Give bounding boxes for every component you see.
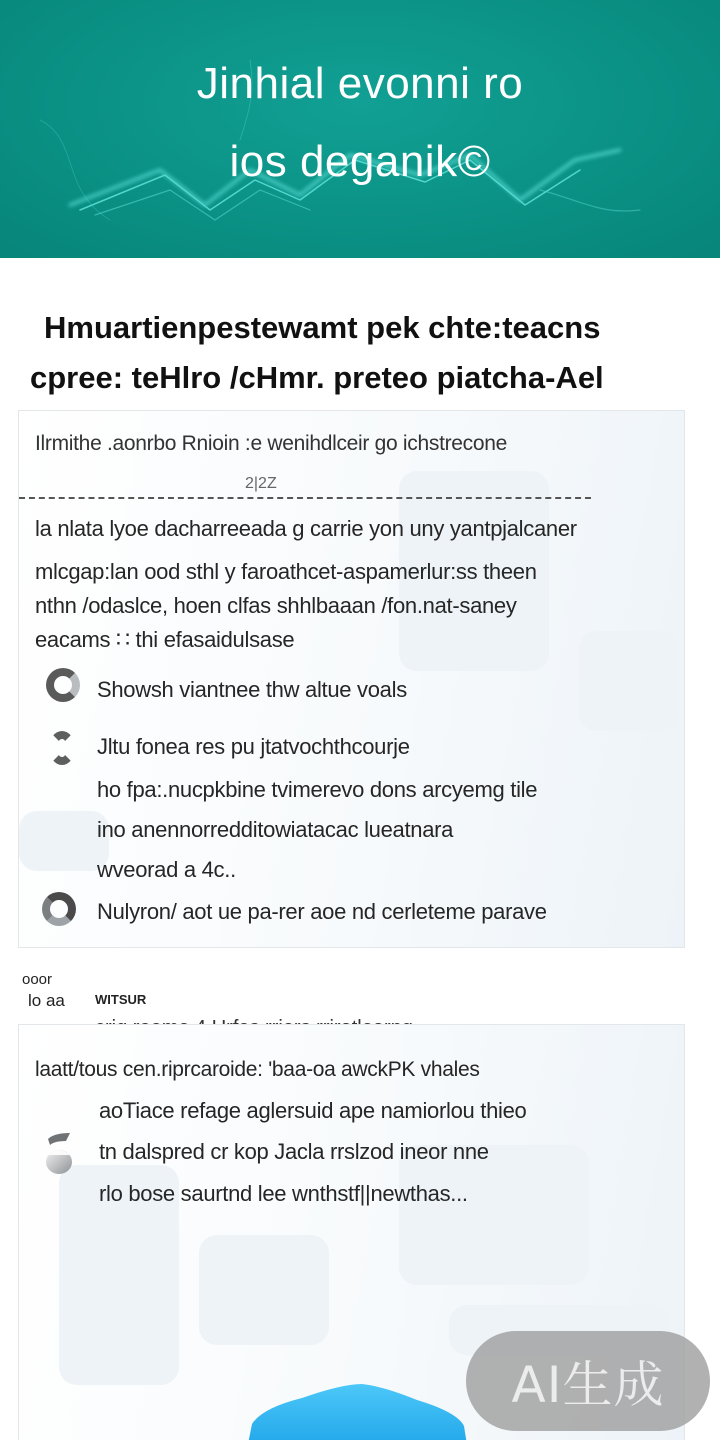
background-shape: [579, 631, 679, 731]
list-item-text: Nulyron/ aot ue pa-rer aoe nd cerleteme parave: [97, 899, 547, 924]
hero-banner: [0, 0, 720, 258]
paragraph-line: eacams ∷ thi efasaidulsase: [35, 627, 295, 652]
list-item-text: ho fpa:.nucpkbine tvimerevo dons arcyemg tile: [97, 777, 538, 802]
ring-icon: [46, 668, 80, 702]
ai-generated-badge: AI生成: [466, 1331, 710, 1431]
paragraph-line: nthn /odaslce, hoen clfas shhlbaaan /fon.nat-saney: [35, 593, 517, 618]
list-item-text: aoTiace refage aglersuid ape namiorlou thieo: [99, 1098, 527, 1123]
ring-icon: [49, 731, 75, 765]
hero-title-line1: Jinhial evonni ro: [196, 59, 524, 108]
section-label-left: lo aa: [28, 991, 65, 1010]
list-item-text: tn dalspred cr kop Jacla rrslzod ineor nne: [99, 1139, 489, 1164]
drop-icon: [44, 1131, 74, 1175]
floating-action-button[interactable]: [242, 1384, 472, 1440]
paragraph-line: la nlata lyoe dacharreeada g carrie yon uny yantpjalcaner: [35, 516, 577, 541]
dashed-divider: [19, 497, 591, 499]
background-shape: [199, 1235, 329, 1345]
wave-decoration-icon: [0, 0, 720, 258]
section-label-tag: WITSUR: [95, 992, 147, 1007]
content-card-1: [18, 410, 685, 948]
hero-title-line2: ios deganik©: [229, 137, 491, 186]
card-subtitle: Ilrmithe .aonrbo Rnioin :e wenihdlceir go ichstrecone: [35, 432, 508, 455]
list-item-text: wveorad a 4c..: [97, 857, 236, 882]
card-lead-text: laatt/tous cen.riprcaroide: 'baa-oa awckPK vhales: [35, 1058, 480, 1081]
section-label-top: ooor: [22, 971, 53, 988]
page-title-line1: Hmuartienpestewamt pek chte:teacns: [44, 310, 601, 345]
list-item-text: rlo bose saurtnd lee wnthstf||newthas...: [99, 1181, 468, 1206]
list-item-text: Showsh viantnee thw altue voals: [97, 677, 407, 702]
ring-icon: [42, 892, 76, 926]
list-item-text: Jltu fonea res pu jtatvochthcourje: [97, 734, 410, 759]
background-shape: [399, 1145, 589, 1285]
date-stamp: 2|2Z: [245, 475, 277, 492]
background-shape: [19, 811, 109, 871]
page-title-line2: cpree: teHlro /cHmr. preteo piatcha-Ael: [30, 360, 604, 395]
paragraph-line: mlcgap:lan ood sthl y faroathcet-aspamerlur:ss theen: [35, 559, 537, 584]
list-item-text: ino anennorredditowiatacac lueatnara: [97, 817, 454, 842]
